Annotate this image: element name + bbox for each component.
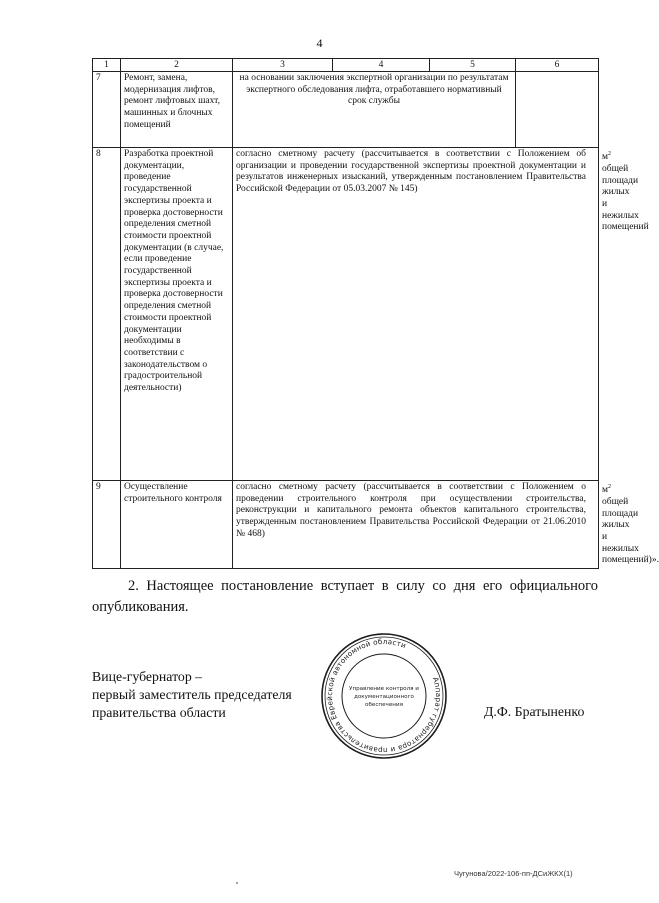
signer-title-line: правительства области — [92, 705, 226, 720]
svg-text:документационного: документационного — [354, 694, 414, 700]
table-row: 9 Осуществление строительного контроля согласно сметному расчету (рассчитывается в соответствии с Положением о проведении строительного контроля при осуществлении строительства, реконструкции и капитального ремонта объектов капитального строительства, утвержденным постановлением Правительства Российской Федерации от 21.06.2010 № 468) $м^2$ общей площади жилых и нежилых помещений)». — [93, 481, 599, 569]
service-name: Осуществление строительного контроля — [121, 481, 233, 569]
svg-text:обеспечения: обеспечения — [365, 702, 403, 708]
signer-title-line: Вице-губернатор – — [92, 669, 203, 684]
table-header-row — [93, 59, 599, 72]
service-name: Ремонт, замена, модернизация лифтов, ремонт лифтовых шахт, машинных и блочных помещений — [121, 72, 233, 148]
signer-title — [92, 668, 292, 722]
header-cell: 5 — [430, 59, 516, 72]
header-cell: 6 — [516, 59, 599, 72]
table-row — [93, 72, 599, 148]
service-name: Разработка проектной документации, проведение государственной экспертизы проекта и проверка достоверности определения сметной стоимости проектной документации (в случае, если проведение государственной экспертизы проекта и проверка достоверности определения сметной стоимости проектной документации необходимы в соответствии с законодательством о градостроительной деятельности) — [121, 148, 233, 481]
effective-date-paragraph: 2. Настоящее постановление вступает в силу со дня его официального опубликования. — [92, 578, 598, 615]
header-cell: 1 — [93, 59, 121, 72]
cost-basis: согласно сметному расчету (рассчитывается в соответствии с Положением об организации и проведении государственной экспертизы проектной документации и результатов инженерных изысканий, утвержденным постановлением Правительства Российской Федерации от 05.03.2007 № 145) — [233, 148, 599, 481]
header-cell: 3 — [233, 59, 333, 72]
cost-basis: согласно сметному расчету (рассчитывается в соответствии с Положением о проведении строительного контроля при осуществлении строительства, реконструкции и капитального ремонта объектов капитального строительства, утвержденным постановлением Правительства Российской Федерации от 21.06.2010 № 468) — [233, 481, 599, 569]
tariff-table — [92, 58, 659, 569]
header-cell: 4 — [333, 59, 430, 72]
unit-cell — [516, 72, 599, 148]
page-number: 4 — [316, 36, 323, 50]
row-number: 7 — [93, 72, 121, 148]
signer-name: Д.Ф. Братыненко — [484, 704, 585, 719]
scan-speck — [236, 882, 238, 884]
row-number: 8 — [93, 148, 121, 481]
signer-title-line: первый заместитель председателя — [92, 687, 292, 702]
header-cell: 2 — [121, 59, 233, 72]
row-number: 9 — [93, 481, 121, 569]
official-seal-icon — [320, 632, 448, 760]
cost-basis: на основании заключения экспертной организации по результатам экспертного обследования лифта, отработавшего нормативный срок службы — [233, 72, 516, 148]
svg-text:Управление контроля и: Управление контроля и — [349, 686, 419, 692]
table-row: 8 Разработка проектной документации, проведение государственной экспертизы проекта и проверка достоверности определения сметной стоимости проектной документации (в случае, если проведение государственной экспертизы проекта и проверка достоверности определения сметной стоимости проектной документации необходимы в соответствии с законодательством о градостроительной деятельности) согласно сметному расчету (рассчитывается в соответствии с Положением об организации и проведении государственной экспертизы проектной документации и результатов инженерных изысканий, утвержденным постановлением Правительства Российской Федерации от 05.03.2007 № 145) $м^2$ общей площади жилых и нежилых помещений — [93, 148, 599, 481]
document-code: Чугунова/2022-106-пп-ДСиЖКХ(1) — [454, 869, 573, 878]
svg-text:Аппарат губернатора и правител: Аппарат губернатора и правительства Еврейской автономной области — [324, 636, 444, 756]
